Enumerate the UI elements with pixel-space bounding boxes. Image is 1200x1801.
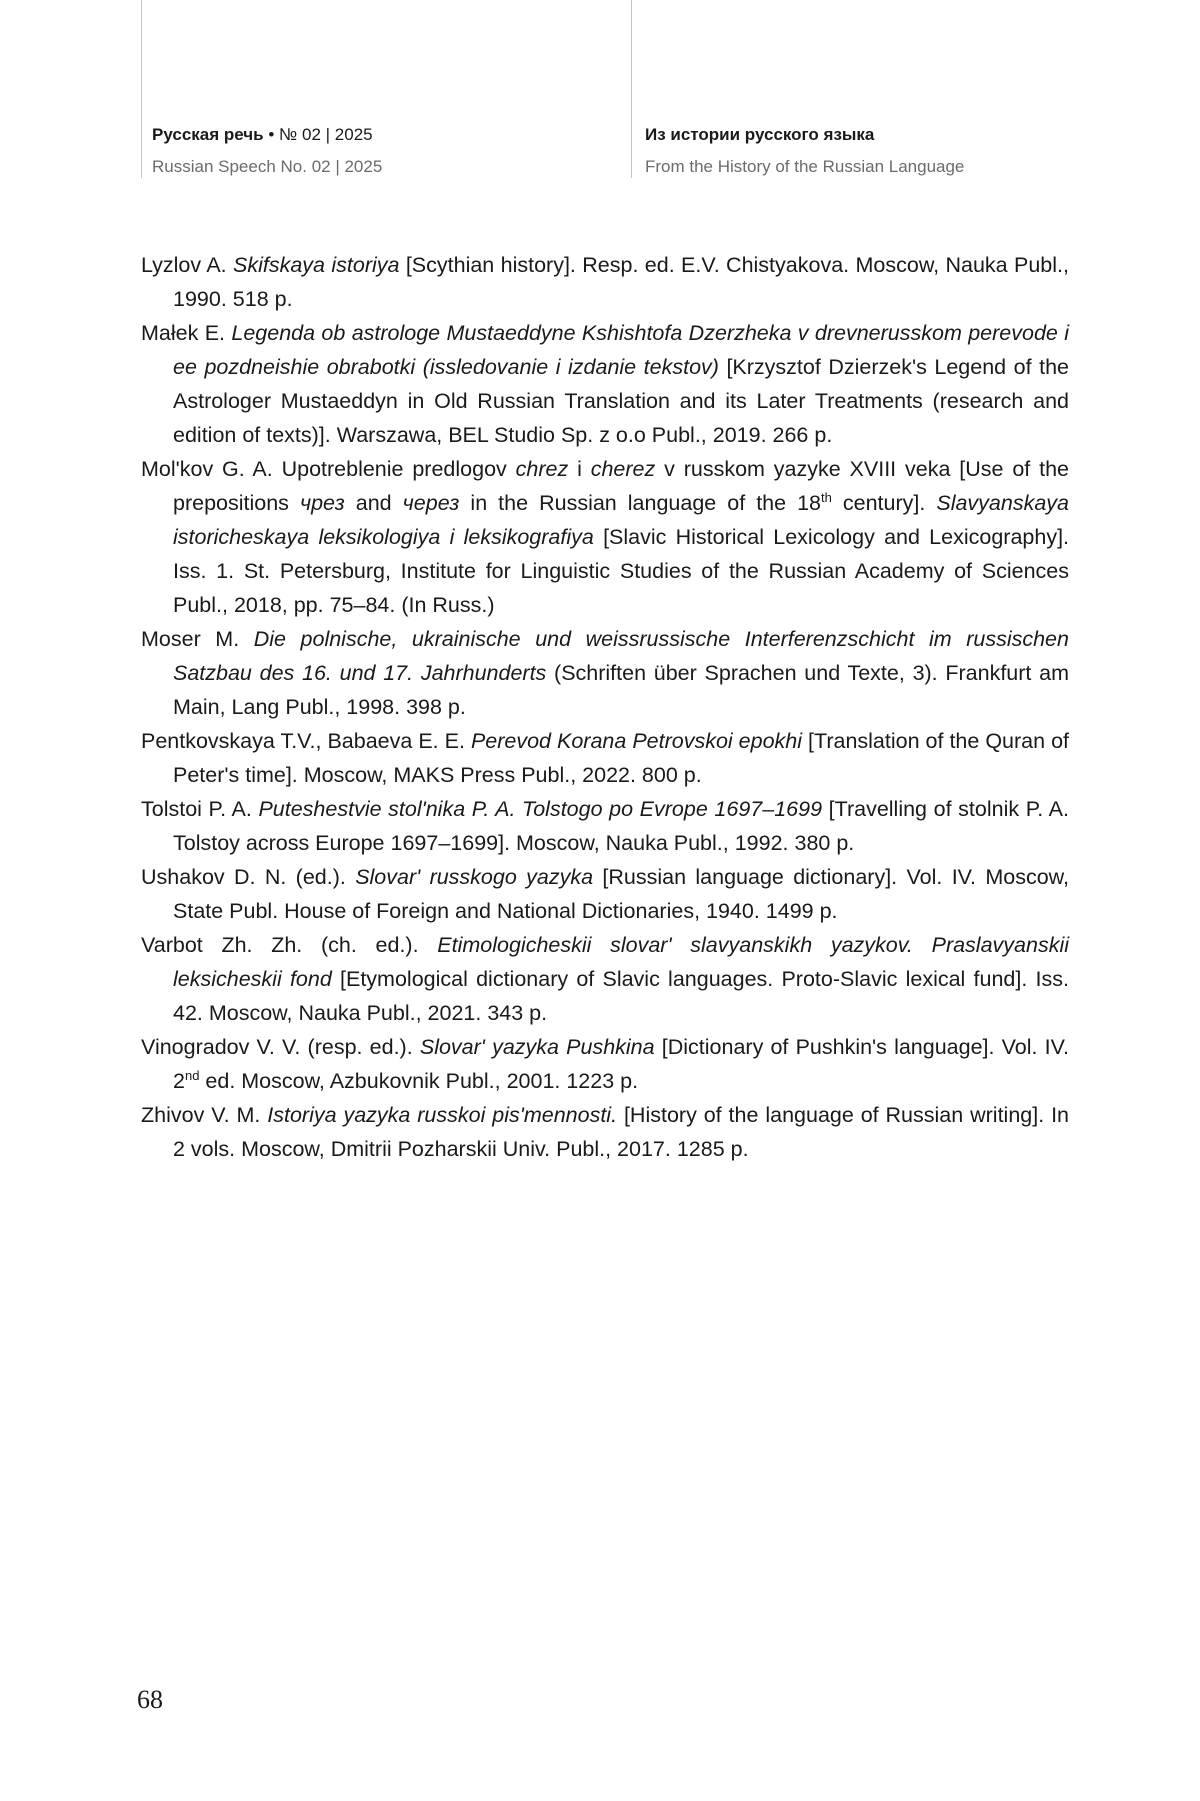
reference-text: [Scythian history]. Resp. ed. E.V. Chistyakova. Moscow, Nauka Publ., 1990. 518 p.	[173, 253, 1069, 311]
reference-list	[141, 248, 1069, 1166]
reference-text: [Slavic Historical Lexicology and Lexicography]. Iss. 1. St. Petersburg, Institute for Linguistic Studies of the Russian Academy of Sciences Publ., 2018, pp. 75–84. (In Russ.)	[173, 525, 1070, 617]
reference-text: Varbot Zh. Zh. (ch. ed.).	[141, 933, 438, 957]
italic-title: Legenda ob astrologe Mustaeddyne Kshishtofa Dzerzheka v drevnerusskom perevode i ee pozdneishie obrabotki (issledovanie i izdanie tekstov)	[173, 321, 1069, 379]
reference-text: Zhivov V. M.	[141, 1103, 268, 1127]
reference-entry	[141, 316, 1069, 452]
italic-title: через	[402, 491, 460, 515]
journal-issue-ru: № 02 | 2025	[279, 125, 373, 144]
italic-title: чрез	[299, 491, 345, 515]
italic-title: Perevod Korana Petrovskoi epokhi	[470, 729, 803, 753]
journal-title-ru-line	[152, 124, 382, 146]
reference-text: Vinogradov V. V. (resp. ed.).	[141, 1035, 420, 1059]
italic-title: Die polnische, ukrainische und weissrussische Interferenzschicht im russischen Satzbau des 16. und 17. Jahrhunderts	[173, 627, 1069, 685]
running-header-journal	[152, 124, 382, 178]
reference-text: Lyzlov A.	[141, 253, 233, 277]
italic-title: Slovar' yazyka Pushkina	[419, 1035, 655, 1059]
reference-text: century].	[831, 491, 937, 515]
reference-text: [Travelling of stolnik P. A. Tolstoy across Europe 1697–1699]. Moscow, Nauka Publ., 1992. 380 p.	[173, 797, 1069, 855]
italic-title: chrez	[515, 457, 569, 481]
header-divider-left	[141, 0, 142, 178]
reference-entry	[141, 248, 1069, 316]
italic-title: Puteshestvie stol'nika P. A. Tolstogo po Evrope 1697–1699	[258, 797, 823, 821]
reference-text: v russkom yazyke XVIII veka [Use of the prepositions	[173, 457, 1069, 515]
reference-text: [Russian language dictionary]. Vol. IV. Moscow, State Publ. House of Foreign and National Dictionaries, 1940. 1499 p.	[173, 865, 1069, 923]
superscript: nd	[184, 1067, 200, 1083]
reference-entry	[141, 1030, 1069, 1098]
journal-name-ru: Русская речь	[152, 125, 264, 144]
reference-entry	[141, 860, 1069, 928]
reference-text: [History of the language of Russian writing]. In 2 vols. Moscow, Dmitrii Pozharskii Univ. Publ., 2017. 1285 p.	[173, 1103, 1070, 1161]
reference-text: [Etymological dictionary of Slavic languages. Proto-Slavic lexical fund]. Iss. 42. Moscow, Nauka Publ., 2021. 343 p.	[173, 967, 1070, 1025]
reference-entry	[141, 792, 1069, 860]
reference-text: and	[344, 491, 403, 515]
italic-title: Skifskaya istoriya	[233, 253, 400, 277]
reference-text: [Krzysztof Dzierzek's Legend of the Astrologer Mustaeddyn in Old Russian Translation and its Later Treatments (research and edition of texts)]. Warszawa, BEL Studio Sp. z o.o Publ., 2019. 266 p.	[173, 355, 1069, 447]
reference-text: Moser M.	[141, 627, 254, 651]
section-title-ru: Из истории русского языка	[645, 125, 875, 144]
reference-text: Tolstoi P. A.	[141, 797, 259, 821]
italic-title: Etimologicheskii slovar' slavyanskikh yazykov. Praslavyanskii leksicheskii fond	[173, 933, 1070, 991]
italic-title: Slovar' russkogo yazyka	[355, 865, 594, 889]
italic-title: Slavyanskaya istoricheskaya leksikologiya i leksikografiya	[173, 491, 1070, 549]
header-divider-right	[631, 0, 632, 178]
reference-text: in the Russian language of the 18	[459, 491, 822, 515]
reference-text: Mol'kov G. A. Upotreblenie predlogov	[141, 457, 516, 481]
reference-text: [Dictionary of Pushkin's language]. Vol. IV. 2	[173, 1035, 1069, 1093]
superscript: th	[821, 489, 832, 505]
italic-title: Istoriya yazyka russkoi pis'mennosti.	[267, 1103, 618, 1127]
section-title-en: From the History of the Russian Language	[645, 157, 965, 176]
journal-title-en: Russian Speech No. 02 | 2025	[152, 157, 383, 176]
reference-text: Ushakov D. N. (ed.).	[141, 865, 356, 889]
reference-text: (Schriften über Sprachen und Texte, 3). Frankfurt am Main, Lang Publ., 1998. 398 p.	[173, 661, 1069, 719]
running-header-section	[645, 124, 964, 178]
reference-entry	[141, 928, 1069, 1030]
page-number: 68	[137, 1685, 163, 1714]
italic-title: cherez	[590, 457, 656, 481]
reference-text: Małek E.	[141, 321, 232, 345]
reference-text: i	[568, 457, 591, 481]
header-bullet: •	[268, 125, 275, 144]
reference-text: [Translation of the Quran of Peter's time]. Moscow, MAKS Press Publ., 2022. 800 p.	[173, 729, 1069, 787]
reference-text: Pentkovskaya T.V., Babaeva E. E.	[141, 729, 471, 753]
reference-entry	[141, 1098, 1069, 1166]
reference-entry	[141, 452, 1069, 622]
reference-entry	[141, 622, 1069, 724]
reference-text: ed. Moscow, Azbukovnik Publ., 2001. 1223 p.	[199, 1069, 639, 1093]
reference-entry	[141, 724, 1069, 792]
